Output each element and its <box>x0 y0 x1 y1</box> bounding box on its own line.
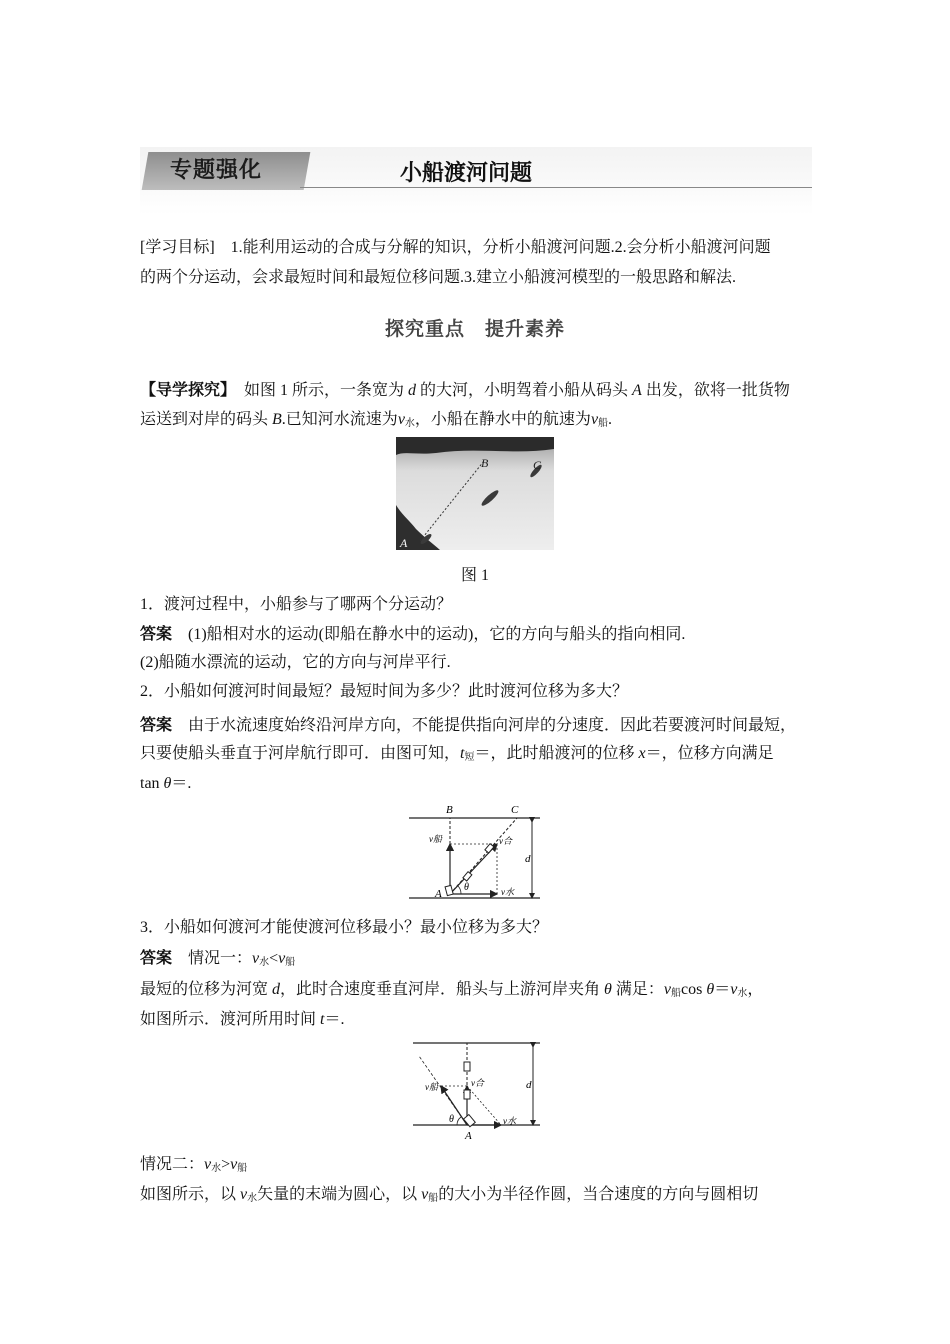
var-t: t <box>320 1011 325 1028</box>
answer-text: 矢量的末端为圆心，以 <box>257 1186 422 1203</box>
var-theta: θ <box>163 775 172 792</box>
answer-text: ＝. <box>324 1011 345 1028</box>
q1-answer-2: (2)船随水漂流的运动，它的方向与河岸平行. <box>140 654 451 671</box>
answer-text: 只要使船头垂直于河岸航行即可．由图可知， <box>140 745 461 762</box>
boat-icon <box>464 1090 470 1099</box>
boat-icon <box>485 844 494 853</box>
label-v-sum: v合 <box>499 836 512 846</box>
var-v: v <box>204 1156 212 1173</box>
label-theta: θ <box>464 882 469 893</box>
greater-than: > <box>221 1156 231 1173</box>
var-t: t <box>460 745 465 762</box>
answer-text: 如图所示．渡河所用时间 <box>140 1011 321 1028</box>
var-v: v <box>240 1186 248 1203</box>
var-theta: θ <box>706 981 715 998</box>
subscript-water: 水 <box>404 418 415 429</box>
q3-line-3 <box>140 1180 812 1214</box>
section-title: 探究重点 提升素养 <box>384 318 565 340</box>
q2-question: 2．小船如何渡河时间最短？最短时间为多少？此时渡河位移为多大？ <box>140 683 629 700</box>
var-v: v <box>230 1156 238 1173</box>
q3-line-2 <box>140 1005 812 1035</box>
label-d: d <box>525 853 531 865</box>
var-v: v <box>397 411 405 428</box>
var-x: x <box>638 745 646 762</box>
figure-1-caption: 图 1 <box>460 567 489 584</box>
intro-tag: 【导学探究】 <box>140 380 229 399</box>
subscript-water: 水 <box>247 1193 258 1204</box>
var-B: B <box>272 411 282 428</box>
answer-label: 答案 <box>140 948 173 967</box>
answer-label: 答案 <box>140 715 173 734</box>
cos: cos <box>681 981 707 998</box>
subscript-boat: 船 <box>671 988 682 999</box>
subscript-water: 水 <box>259 957 270 968</box>
answer-text: 满足： <box>611 981 664 998</box>
var-v: v <box>421 1186 429 1203</box>
q3-case-2 <box>140 1150 812 1184</box>
page-title: 小船渡河问题 <box>400 161 533 186</box>
equals: ＝ <box>714 981 731 998</box>
boat-icon <box>445 885 453 895</box>
label-B: B <box>481 456 489 470</box>
boat-icon <box>464 1062 470 1071</box>
answer-text: 由于水流速度始终沿河岸方向，不能提供指向河岸的分速度．因此若要渡河时间最短， <box>172 717 797 734</box>
answer-text: tan <box>140 775 164 792</box>
answer-text: ，此时合速度垂直河岸．船头与上游河岸夹角 <box>280 981 605 998</box>
label-d: d <box>526 1079 532 1091</box>
var-d: d <box>408 382 417 399</box>
answer-text: ＝，位移方向满足 <box>645 745 774 762</box>
answer-text: ＝，此时船渡河的位移 <box>474 745 639 762</box>
var-v: v <box>278 950 286 967</box>
intro-text: 如图 1 所示，一条宽为 <box>228 382 409 399</box>
var-v: v <box>590 411 599 428</box>
label-A: A <box>465 1130 472 1142</box>
var-A: A <box>632 382 642 399</box>
intro-text: 的大河，小明驾着小船从码头 <box>416 382 633 399</box>
q3-line-1 <box>140 975 812 1009</box>
label-v-boat: v船 <box>425 1082 438 1092</box>
goals-line-1: [学习目标] 1.能利用运动的合成与分解的知识，分析小船渡河问题.2.会分析小船渡河问题 <box>140 239 771 256</box>
label-theta: θ <box>449 1114 454 1125</box>
subscript-boat: 船 <box>428 1193 439 1204</box>
answer-label: 答案 <box>140 624 173 643</box>
answer-text: 最短的位移为河宽 <box>140 981 273 998</box>
intro-text: ，小船在静水中的航速为 <box>414 411 591 428</box>
answer-text: (1)船相对水的运动(即船在静水中的运动)，它的方向与船头的指向相同. <box>172 626 686 643</box>
topic-banner-label: 专题强化 <box>170 158 263 183</box>
subscript-water: 水 <box>211 1163 222 1174</box>
header-rule <box>300 187 812 188</box>
figure-shortest-time <box>405 800 550 905</box>
label-C: C <box>533 458 542 472</box>
figure-shortest-displacement <box>405 1038 550 1143</box>
label-A: A <box>435 888 442 900</box>
label-B: B <box>446 804 453 816</box>
less-than: < <box>269 950 279 967</box>
var-v: v <box>663 981 672 998</box>
subscript-boat: 船 <box>237 1163 248 1174</box>
label-C: C <box>511 804 519 816</box>
label-A: A <box>400 536 408 550</box>
intro-line-2 <box>140 405 812 439</box>
label-v-boat: v船 <box>429 834 442 844</box>
theta-arc <box>457 1117 461 1125</box>
subscript-water: 水 <box>737 988 748 999</box>
var-d: d <box>272 981 281 998</box>
subscript-short: 短 <box>464 752 475 763</box>
answer-text: 如图所示，以 <box>140 1186 241 1203</box>
q3-question: 3．小船如何渡河才能使渡河位移最小？最小位移为多大？ <box>140 919 549 936</box>
q3-case-1 <box>140 943 812 978</box>
answer-text: 情况一： <box>172 950 253 967</box>
comma: ， <box>747 981 764 998</box>
intro-line-1 <box>140 375 812 406</box>
intro-text: .已知河水流速为 <box>281 411 398 428</box>
q2-answer-1 <box>140 710 812 741</box>
answer-text: 的大小为半径作圆，当合速度的方向与圆相切 <box>438 1186 759 1203</box>
intro-text: 出发，欲将一批货物 <box>641 382 790 399</box>
label-v-water: v水 <box>503 1116 516 1126</box>
subscript-boat: 船 <box>598 418 609 429</box>
answer-text: ＝. <box>171 775 192 792</box>
intro-text: . <box>608 411 613 428</box>
label-v-sum: v合 <box>471 1078 484 1088</box>
q2-answer-3 <box>140 769 812 799</box>
var-v: v <box>730 981 738 998</box>
q1-answer-1 <box>140 619 812 650</box>
q1-question: 1．渡河过程中，小船参与了哪两个分运动？ <box>140 596 453 613</box>
label-v-water: v水 <box>501 887 514 897</box>
var-v: v <box>252 950 260 967</box>
theta-arc <box>458 886 461 894</box>
goals-line-2: 的两个分运动，会求最短时间和最短位移问题.3.建立小船渡河模型的一般思路和解法. <box>140 269 737 286</box>
q2-answer-2 <box>140 739 812 773</box>
var-theta: θ <box>604 981 612 998</box>
subscript-boat: 船 <box>285 957 296 968</box>
answer-text: 情况二： <box>140 1156 205 1173</box>
figure-1-photo <box>396 437 554 550</box>
intro-text: 运送到对岸的码头 <box>140 411 273 428</box>
